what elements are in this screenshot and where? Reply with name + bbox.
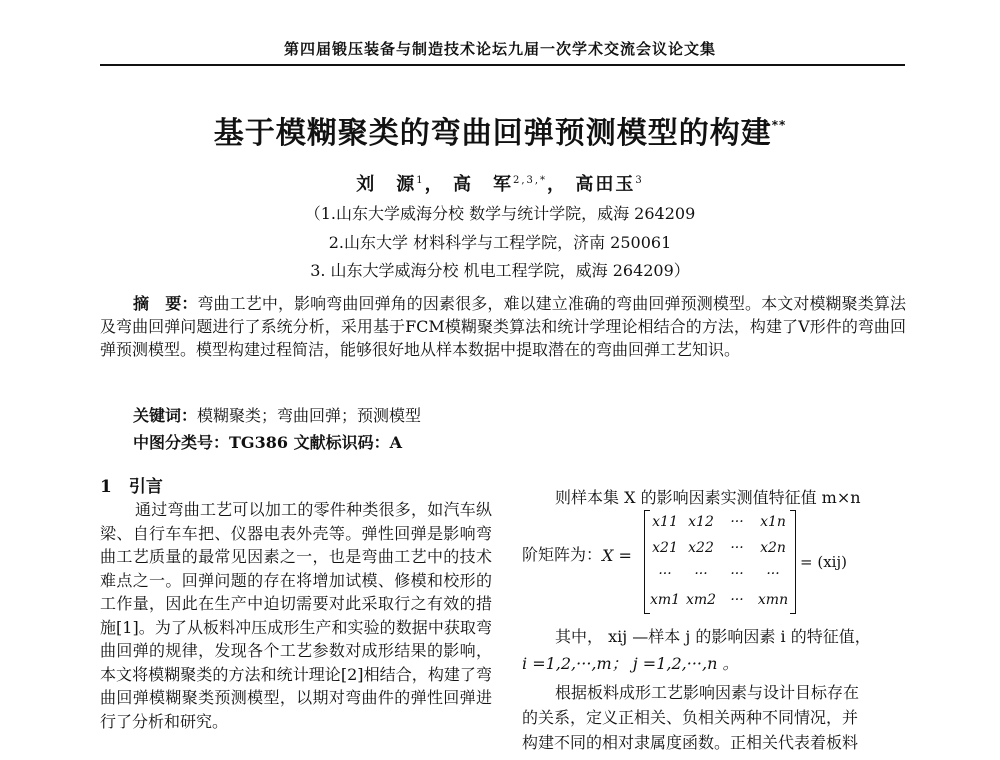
feature-matrix — [644, 510, 796, 614]
keywords-label: 关键词： — [133, 406, 198, 425]
body-line: 的关系，定义正相关、负相关两种不同情况，并 — [522, 708, 859, 727]
author-affil-mark: 1 — [416, 175, 425, 186]
author-name: 刘 源 — [356, 174, 417, 195]
matrix-cell: x2n — [760, 540, 786, 556]
title-footnote-mark: ** — [771, 118, 787, 132]
matrix-cell: ··· — [730, 540, 744, 556]
variable-definition: 其中， xij —样本 j 的影响因素 i 的特征值， — [555, 627, 871, 646]
matrix-cell: ··· — [730, 514, 744, 530]
matrix-cell: ··· — [694, 566, 708, 582]
affiliation-line: （1.山东大学威海分校 数学与统计学院，威海 264209 — [304, 204, 696, 223]
matrix-variable: X = — [602, 546, 632, 565]
paper-title-text: 基于模糊聚类的弯曲回弹预测模型的构建 — [213, 116, 772, 151]
matrix-cell: ··· — [766, 566, 780, 582]
matrix-cell: x1n — [760, 514, 786, 530]
doc-code-label: 文献标识码： — [293, 433, 390, 452]
sample-set-line: 则样本集 X 的影响因素实测值特征值 m×n — [555, 488, 861, 507]
keywords — [133, 403, 421, 426]
abstract-text: 弯曲工艺中，影响弯曲回弹角的因素很多，难以建立准确的弯曲回弹预测模型。本文对模糊聚类算法及弯曲回弹问题进行了系统分析，采用基于FCM模糊聚类算法和统计学理论相结合的方法，构建了V形件的弯曲回弹预测模型。模型构建过程简洁，能够很好地从样本数据中提取潜在的弯曲回弹工艺知识。 — [100, 294, 906, 359]
abstract-label: 摘 要： — [133, 294, 198, 313]
body-line: 根据板料成形工艺影响因素与设计目标存在 — [555, 683, 860, 702]
matrix-cell: xm1 — [649, 592, 681, 608]
body-line: 构建不同的相对隶属度函数。正相关代表着板料 — [522, 733, 859, 752]
matrix-cell: x12 — [688, 514, 714, 530]
author-affil-mark: 3 — [635, 175, 644, 186]
matrix-cell: x21 — [652, 540, 678, 556]
intro-paragraph: 通过弯曲工艺可以加工的零件种类很多，如汽车纵梁、自行车车把、仪器电表外壳等。弹性回弹是影响弯曲工艺质量的最常见因素之一，也是弯曲工艺中的技术难点之一。回弹问题的存在将增加试模、修模和校形的工作量，因此在生产中迫切需要对此采取行之有效的措施[1]。为了从板料冲压成形生产和实验的数据中获取弯曲回弹的规律，发现各个工艺参数对成形结果的影响，本文将模糊聚类的方法和统计理论[2]相结合，构建了弯曲回弹模糊聚类预测模型，以期对弯曲件的弹性回弹进行了分析和研究。 — [100, 500, 492, 731]
classification — [133, 430, 402, 453]
matrix-cell: ··· — [658, 566, 672, 582]
matrix-label: 阶矩阵为： — [522, 545, 603, 564]
doc-code-value: A — [389, 433, 402, 452]
paper-title — [0, 108, 1000, 152]
matrix-cell: ··· — [730, 592, 744, 608]
header-rule — [100, 64, 905, 66]
matrix-cell: ··· — [730, 566, 744, 582]
keywords-value: 模糊聚类；弯曲回弹；预测模型 — [197, 406, 422, 425]
author-affil-mark: 2,3,* — [512, 175, 548, 186]
matrix-rhs: = (xij) — [800, 553, 847, 571]
clc-value: TG386 — [229, 433, 288, 452]
matrix-cell: x22 — [688, 540, 714, 556]
index-range: i =1,2,···,m； j =1,2,···,n 。 — [522, 654, 739, 673]
matrix-cell: x11 — [652, 514, 678, 530]
author-name: 高 军 — [452, 174, 513, 195]
running-header: 第四届锻压装备与制造技术论坛九届一次学术交流会议论文集 — [283, 40, 716, 58]
affiliation-line: 3. 山东大学威海分校 机电工程学院，威海 264209） — [310, 261, 690, 280]
author-name: 高田玉 — [575, 174, 636, 195]
matrix-cell: xmn — [757, 592, 789, 608]
abstract — [100, 292, 906, 361]
section-heading: 1 引言 — [100, 477, 163, 497]
matrix-cell: xm2 — [685, 592, 717, 608]
clc-label: 中图分类号： — [133, 433, 230, 452]
author-list: 刘 源$^1$， 高 军$^{2,3,*}$， 高田玉$^3$ — [356, 174, 644, 195]
affiliation-line: 2.山东大学 材料科学与工程学院，济南 250061 — [328, 233, 672, 252]
